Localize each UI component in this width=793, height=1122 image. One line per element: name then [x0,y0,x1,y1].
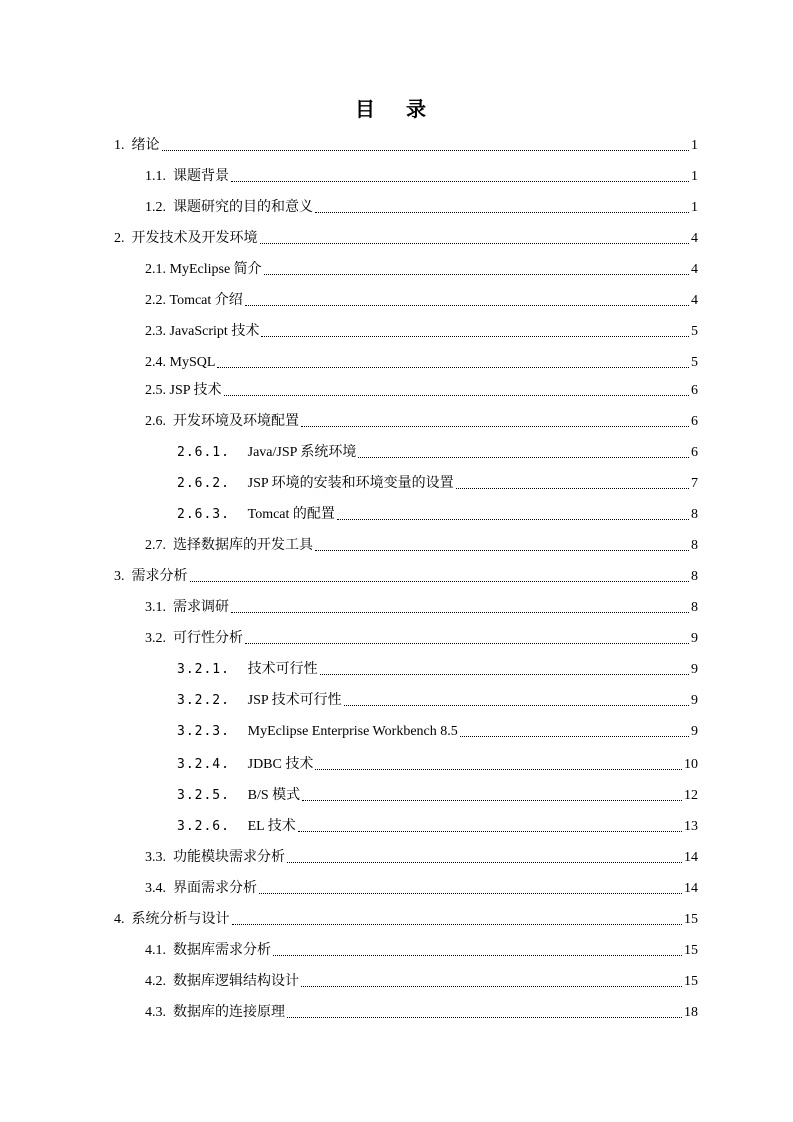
dot-leader [358,449,689,458]
toc-entry-number: 3.4. [145,881,173,896]
toc-entry[interactable] [177,816,698,836]
toc-entry[interactable] [145,847,698,867]
toc-entry-title: MyEclipse 简介 [169,262,262,277]
toc-entry-number: 3.2.3. [177,724,248,739]
toc-entry[interactable] [177,473,698,493]
dot-leader [273,947,682,956]
toc-entry-number: 2.6.2. [177,476,248,491]
toc-entry-number: 2. [114,231,132,246]
toc-entry-title: 数据库逻辑结构设计 [173,974,299,989]
toc-entry-number: 4.2. [145,974,173,989]
toc-entry-page: 1 [691,169,698,184]
toc-entry-page: 14 [684,850,698,865]
toc-entry-page: 4 [691,262,698,277]
toc-entry-number: 2.6. [145,414,173,429]
toc-entry[interactable] [177,442,698,462]
toc-entry-number: 2.3. [145,324,170,339]
toc-entry[interactable] [145,411,698,431]
toc-entry-page: 5 [691,355,698,370]
toc-entry-page: 9 [691,631,698,646]
toc-entry-title: JDBC 技术 [247,757,314,772]
toc-entry-page: 1 [691,200,698,215]
toc-entry-number: 4.3. [145,1005,173,1020]
toc-entry-number: 3.2.4. [177,757,248,772]
toc-entry-title: 功能模块需求分析 [173,850,285,865]
toc-entry-title: 课题研究的目的和意义 [173,200,313,215]
toc-entry-title: 需求分析 [131,569,188,584]
toc-entry-page: 15 [684,912,698,927]
toc-entry-page: 8 [691,538,698,553]
dot-leader [261,328,689,337]
toc-entry[interactable] [114,909,698,929]
toc-entry-title: 界面需求分析 [173,881,257,896]
toc-entry-page: 10 [684,757,698,772]
toc-entry-page: 18 [684,1005,698,1020]
dot-leader [245,635,689,644]
toc-entry-number: 3.1. [145,600,173,615]
toc-entry[interactable] [145,628,698,648]
toc-entry-page: 8 [691,600,698,615]
toc-entry[interactable] [145,535,698,555]
toc-entry-page: 6 [691,445,698,460]
toc-entry-page: 9 [691,693,698,708]
toc-entry[interactable] [145,878,698,898]
toc-entry-title: MySQL [169,355,216,370]
toc-entry-title: B/S 模式 [247,788,301,803]
dot-leader [260,235,690,244]
toc-entry[interactable] [177,785,698,805]
toc-entry-title: JavaScript 技术 [169,324,260,339]
toc-entry-title: 技术可行性 [247,662,318,677]
toc-entry-number: 3.2.5. [177,788,248,803]
toc-entry-page: 15 [684,974,698,989]
toc-entry-number: 1.1. [145,169,173,184]
toc-entry[interactable] [114,135,698,155]
toc-entry-page: 9 [691,662,698,677]
toc-entry-number: 2.5. [145,383,170,398]
toc-entry[interactable] [145,597,698,617]
dot-leader [190,573,690,582]
toc-entry-page: 4 [691,293,698,308]
toc-entry-title: 可行性分析 [173,631,243,646]
toc-entry-page: 1 [691,138,698,153]
toc-entry-title: 开发技术及开发环境 [131,231,258,246]
dot-leader [337,511,689,520]
dot-leader [217,359,689,368]
toc-entry-number: 3.2. [145,631,173,646]
dot-leader [231,604,689,613]
dot-leader [162,142,690,151]
toc-entry-number: 2.4. [145,355,170,370]
dot-leader [460,728,689,737]
dot-leader [298,823,682,832]
dot-leader [259,885,682,894]
toc-entry-page: 5 [691,324,698,339]
toc-entry-title: 系统分析与设计 [131,912,230,927]
toc-entry-title: 课题背景 [173,169,229,184]
dot-leader [245,297,689,306]
dot-leader [287,1009,682,1018]
toc-entry-page: 13 [684,819,698,834]
toc-entry-title: Tomcat 介绍 [169,293,243,308]
toc-entry[interactable] [145,259,698,279]
toc-entry-page: 8 [691,507,698,522]
toc-entry-page: 6 [691,383,698,398]
toc-entry-number: 1.2. [145,200,173,215]
toc-entry[interactable] [145,380,698,400]
toc-entry[interactable] [145,321,698,341]
dot-leader [315,542,689,551]
dot-leader [315,204,689,213]
toc-entry-page: 7 [691,476,698,491]
toc-entry-title: MyEclipse Enterprise Workbench 8.5 [247,724,458,739]
toc-entry-title: Tomcat 的配置 [247,507,335,522]
toc-entry-title: 选择数据库的开发工具 [173,538,313,553]
dot-leader [301,418,689,427]
dot-leader [264,266,689,275]
toc-entry-title: JSP 技术 [169,383,222,398]
dot-leader [301,978,682,987]
toc-entry-title: JSP 技术可行性 [247,693,342,708]
toc-entry-number: 3.2.1. [177,662,248,677]
toc-entry[interactable] [114,228,698,248]
toc-entry[interactable] [177,659,698,679]
toc-entry-number: 2.6.1. [177,445,248,460]
dot-leader [232,916,683,925]
toc-entry-title: 数据库需求分析 [173,943,271,958]
toc-entry-title: 数据库的连接原理 [173,1005,285,1020]
toc-entry[interactable] [145,352,698,372]
toc-entry[interactable] [145,197,698,217]
toc-entry-title: 绪论 [131,138,160,153]
toc-entry-number: 1. [114,138,132,153]
toc-entry-page: 9 [691,724,698,739]
toc-entry-number: 3.2.6. [177,819,248,834]
toc-entry-page: 12 [684,788,698,803]
toc-entry-number: 2.6.3. [177,507,248,522]
toc-entry[interactable] [145,1002,698,1022]
dot-leader [315,761,682,770]
toc-entry[interactable] [145,940,698,960]
toc-entry-number: 2.2. [145,293,170,308]
toc-entry[interactable] [177,504,698,524]
dot-leader [320,666,689,675]
toc-entry-page: 6 [691,414,698,429]
dot-leader [456,480,689,489]
toc-entry-number: 4.1. [145,943,173,958]
toc-entry-page: 15 [684,943,698,958]
dot-leader [224,387,689,396]
dot-leader [344,697,689,706]
toc-entry-page: 4 [691,231,698,246]
toc-entry[interactable] [177,754,698,774]
dot-leader [287,854,682,863]
toc-entry-title: EL 技术 [247,819,296,834]
toc-entry-page: 14 [684,881,698,896]
toc-entry-number: 3. [114,569,132,584]
toc-entry-page: 8 [691,569,698,584]
toc-entry[interactable] [177,721,698,741]
toc-entry[interactable] [145,290,698,310]
toc-entry-number: 2.7. [145,538,173,553]
toc-entry-title: Java/JSP 系统环境 [247,445,357,460]
toc-entry-title: 开发环境及环境配置 [173,414,299,429]
toc-entry-number: 4. [114,912,132,927]
toc-entry[interactable] [114,566,698,586]
toc-entry-number: 3.3. [145,850,173,865]
dot-leader [231,173,689,182]
toc-entry[interactable] [145,971,698,991]
toc-entry-title: JSP 环境的安装和环境变量的设置 [247,476,454,491]
toc-title: 目 录 [355,97,438,121]
toc-entry-number: 2.1. [145,262,170,277]
toc-entry-number: 3.2.2. [177,693,248,708]
dot-leader [302,792,682,801]
toc-entry[interactable] [145,166,698,186]
toc-entry-title: 需求调研 [173,600,229,615]
toc-entry[interactable] [177,690,698,710]
